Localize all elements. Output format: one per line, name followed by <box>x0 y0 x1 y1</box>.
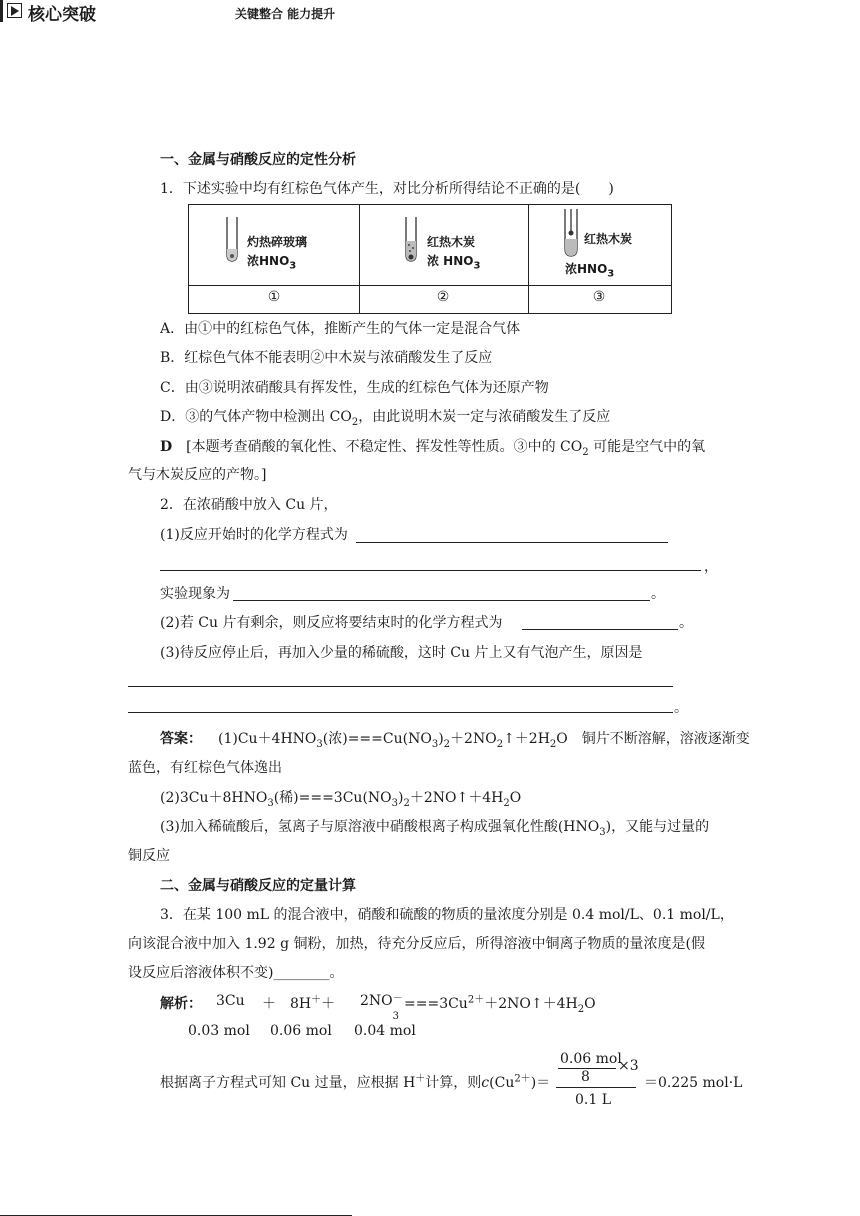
header-subtitle: 关键整合 能力提升 <box>235 7 336 21</box>
eq-no3: 2NO － 3 <box>360 993 403 1022</box>
calc-fraction-line <box>556 1087 636 1088</box>
q3-line2: 向该混合液中加入 1.92 g 铜粉，加热，待充分反应后，所得溶液中铜离子物质的量浓度是(假 <box>128 936 705 952</box>
q2-period-3: 。 <box>674 700 688 716</box>
q2-part3: (3)待反应停止后，再加入少量的稀硫酸，这时 Cu 片上又有气泡产生，原因是 <box>160 645 643 661</box>
q3-line3: 设反应后溶液体积不变)________。 <box>128 965 344 981</box>
calc-denominator: 0.1 L <box>575 1092 612 1108</box>
q2-stem: 2．在浓硝酸中放入 Cu 片， <box>160 497 338 513</box>
header-bar <box>0 0 3 22</box>
option-d: D．③的气体产物中检测出 $CO_2$，由此说明木炭一定与浓硝酸发生了反应 <box>160 409 611 428</box>
q2-part2: (2)若 Cu 片有剩余，则反应将要结束时的化学方程式为 <box>160 615 503 631</box>
q2-period-2: 。 <box>679 615 693 631</box>
table-divider <box>528 205 529 313</box>
calc-inner-denominator: 8 <box>581 1069 590 1085</box>
cell1-label1: 灼热碎玻璃 <box>247 235 308 249</box>
option-c: C．由③说明浓硝酸具有挥发性，生成的红棕色气体为还原产物 <box>160 380 549 396</box>
calc-numerator: 0.06 mol <box>560 1051 622 1067</box>
section2-heading: 二、金属与硝酸反应的定量计算 <box>160 878 356 894</box>
q1-stem: 1．下述实验中均有红棕色气体产生，对比分析所得结论不正确的是( ) <box>160 181 614 197</box>
cell2-label2: 浓 $HNO_3$ <box>427 254 481 272</box>
analysis-label: 解析： <box>160 996 202 1012</box>
calc-result: ＝0.225 mol·L <box>644 1075 743 1091</box>
cell1-number: ① <box>267 289 281 305</box>
q2-part1: (1)反应开始时的化学方程式为 <box>160 527 348 543</box>
q2-blank-3b <box>128 712 673 713</box>
section-header <box>0 0 352 25</box>
experiment-table <box>188 204 672 314</box>
cell3-label2: 浓$HNO_3$ <box>565 262 615 280</box>
cell3-label1: 红热木炭 <box>584 232 633 246</box>
q2-answer-1-line2: 蓝色，有红棕色气体逸出 <box>128 760 282 776</box>
q2-blank-1a <box>356 542 668 543</box>
q2-answer-3-line2: 铜反应 <box>128 848 170 864</box>
test-tube-icon <box>403 217 419 263</box>
amount-cu: 0.03 mol <box>188 1023 250 1039</box>
eq-products: $===3Cu^{2+}+2NO↑+4H_2O$ <box>404 994 596 1015</box>
q2-period: 。 <box>651 586 665 602</box>
eq-plus1: ＋ <box>262 996 276 1012</box>
calc-text: 根据离子方程式可知 Cu 过量，应根据 H＋计算，则$c(Cu^{2+})=$ <box>160 1073 551 1091</box>
test-tube-icon <box>562 209 580 259</box>
section1-heading: 一、金属与硝酸反应的定性分析 <box>160 152 356 168</box>
q2-blank-1b <box>160 570 701 571</box>
q2-blank-3a <box>128 686 673 687</box>
q1-answer-line2: 气与木炭反应的产物。] <box>128 467 267 483</box>
q1-answer: D [本题考查硝酸的氧化性、不稳定性、挥发性等性质。③中的 $CO_2$ 可能是空气中的氧 <box>160 439 706 458</box>
amount-h: 0.06 mol <box>270 1023 332 1039</box>
q2-phenomenon: 实验现象为 <box>160 586 230 602</box>
amount-no3: 0.04 mol <box>354 1023 416 1039</box>
cell2-number: ② <box>436 289 450 305</box>
eq-h: 8H＋＋ <box>290 994 336 1012</box>
calc-times: ×3 <box>618 1058 639 1074</box>
cell2-label1: 红热木炭 <box>427 235 476 249</box>
q2-blank-phenomenon <box>233 600 650 601</box>
table-row-divider <box>189 285 671 286</box>
q2-comma: ， <box>704 559 718 575</box>
table-divider <box>359 205 360 313</box>
q2-answer-3: (3)加入稀硫酸后，氢离子与原溶液中硝酸根离子构成强氧化性酸$(HNO_3)$，又能与过量的 <box>160 819 710 838</box>
play-icon <box>7 3 22 18</box>
test-tube-icon <box>225 217 239 263</box>
q2-answer-2: $(2)3Cu+8HNO_3$(稀)$===3Cu(NO_3)_2+2NO↑+4H_2O$ <box>160 790 522 809</box>
q2-answer-1: 答案： $(1)Cu+4HNO_3$(浓)$===Cu(NO_3)_2+2NO_2↑+2H_2O$ 铜片不断溶解，溶液逐渐变 <box>160 731 750 750</box>
cell3-number: ③ <box>592 289 606 305</box>
cell1-label2: 浓$HNO_3$ <box>247 254 297 272</box>
q3-line1: 3．在某 100 mL 的混合液中，硝酸和硫酸的物质的量浓度分别是 0.4 mol/L、0.1 mol/L， <box>160 907 734 923</box>
option-b: B．红棕色气体不能表明②中木炭与浓硝酸发生了反应 <box>160 350 493 366</box>
option-a: A．由①中的红棕色气体，推断产生的气体一定是混合气体 <box>160 321 521 337</box>
eq-cu: 3Cu <box>216 993 245 1009</box>
q2-blank-2 <box>522 629 678 630</box>
header-title: 核心突破 <box>28 5 96 25</box>
